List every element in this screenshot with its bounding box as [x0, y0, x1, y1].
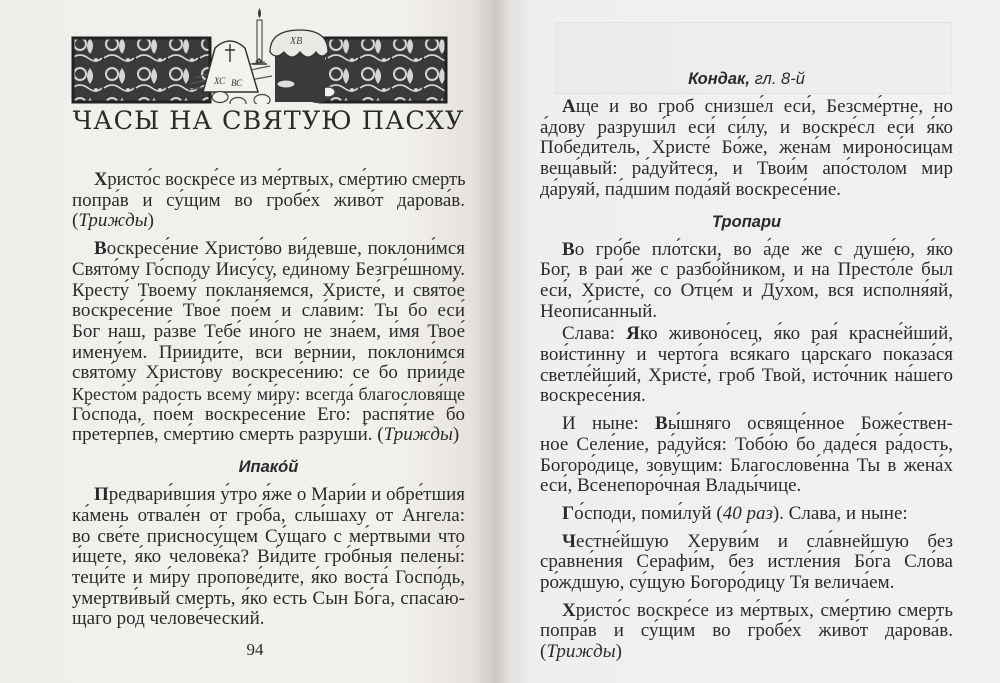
- text-segment: умертви́вый смерть, я́ко есть Сын Бо́га, спаса́ю-: [72, 587, 465, 609]
- text-segment: (: [540, 641, 547, 663]
- rubric-text: Трижды: [546, 641, 616, 663]
- rubric-text: 40 раз: [722, 502, 773, 524]
- text-line: [72, 589, 465, 610]
- text-segment: светле́йший, Христе́, гроб Твой, исто́чник на́шего: [540, 364, 953, 386]
- text-segment: Неопи́санный.: [540, 300, 658, 322]
- page-number: 94: [246, 640, 264, 659]
- text-line: [540, 180, 953, 201]
- text-line: [540, 414, 953, 435]
- paragraph: [72, 170, 465, 232]
- text-line: [540, 138, 953, 159]
- paragraph: [540, 97, 953, 201]
- left-ornament-panel: [73, 38, 210, 102]
- text-line: [72, 384, 465, 405]
- text-segment: свято́му Христо́ву воскресе́нию: се бо прии́де: [72, 362, 465, 384]
- text-line: [540, 456, 953, 477]
- easter-banner-illustration: [70, 4, 460, 104]
- text-segment: ристо́с воскре́се из ме́ртвых, сме́ртию смерть: [107, 170, 466, 190]
- left-page-text: [72, 163, 465, 630]
- kulich-letters: ХВ: [290, 36, 303, 47]
- text-segment: Слава:: [562, 323, 627, 345]
- text-line: [72, 609, 465, 630]
- text-line: [540, 532, 953, 553]
- text-line: [72, 405, 465, 426]
- text-segment: а́дову разруши́л еси́ си́лу, и воскре́сл еси́ я́ко: [540, 116, 953, 138]
- heading-title: Ипако́й: [238, 458, 299, 477]
- text-segment: о́споди, поми́луй (: [574, 502, 723, 524]
- paragraph: [72, 485, 465, 630]
- text-line: [540, 552, 953, 573]
- text-line: [72, 260, 465, 281]
- initial-letter: Х: [562, 599, 576, 621]
- text-segment: претерпе́в, сме́ртию смерть разруши́. (: [72, 424, 384, 446]
- paragraph: [540, 414, 953, 497]
- text-line: [540, 504, 953, 525]
- paskha-letters-bc: ВС: [231, 78, 243, 88]
- text-segment: оскресе́ние Христо́во ви́девше, поклони́мся: [106, 238, 465, 260]
- text-segment: сравне́ния Серафи́м, без истле́ния Бо́га Сло́ва: [540, 551, 953, 573]
- text-segment: ро́ждшую, су́щую Богоро́дицу Тя велича́ем.: [540, 572, 895, 594]
- paragraph: [540, 504, 953, 525]
- text-line: [540, 345, 953, 366]
- paragraph: [72, 239, 465, 446]
- initial-letter: А: [562, 96, 576, 117]
- paragraph: [540, 532, 953, 594]
- initial-letter: Ч: [562, 530, 576, 552]
- text-segment: ка́мень отвале́н от гро́ба, слы́шаху от Ангела:: [72, 504, 465, 526]
- text-line: [540, 260, 953, 281]
- text-segment: Бог, в раи́ же с разбо́йником, и на Престо́ле был: [540, 259, 953, 281]
- text-segment: о гро́бе пло́тски, во а́де же с душе́ю, я́ко: [574, 238, 953, 260]
- text-line: [72, 527, 465, 548]
- section-heading: [72, 456, 465, 478]
- text-segment: Бог наш, ра́зве Тебе́ ино́го не зна́ем, и́мя Твое́: [72, 320, 465, 342]
- text-segment: ): [615, 641, 622, 663]
- rubric-text: Трижды: [78, 210, 148, 232]
- initial-letter: В: [94, 238, 107, 260]
- text-segment: Кресту́ Твоему́ покланя́емся, Христе́, и свято́е: [72, 279, 465, 301]
- text-line: [72, 301, 465, 322]
- text-line: [540, 386, 953, 407]
- text-line: [72, 191, 465, 212]
- text-line: [540, 642, 953, 663]
- text-segment: вои́стинну и черто́га вся́каго ца́рскаго показа́ся: [540, 344, 953, 366]
- text-segment: еси́, Христе́, со Отце́м и Ду́хом, вся исполня́яй,: [540, 279, 953, 301]
- text-segment: Богоро́дице, зову́щим: Благослове́нна Ты в жена́х: [540, 454, 953, 476]
- rubric-text: Трижды: [383, 424, 453, 446]
- right-page: [495, 0, 1000, 683]
- text-segment: веща́вый: ра́дуйтеся, и Твои́м апо́столом мир: [540, 158, 953, 180]
- text-line: [540, 159, 953, 180]
- text-line: [540, 240, 953, 261]
- text-line: [72, 281, 465, 302]
- text-segment: Свято́му Го́споду Иису́су, еди́ному Безгре́шному.: [72, 258, 465, 280]
- text-segment: попра́в и су́щим во гробе́х живо́т дарова́в.: [540, 620, 953, 642]
- text-line: [540, 97, 953, 118]
- text-line: [540, 435, 953, 456]
- text-segment: ): [147, 210, 154, 232]
- text-segment: щаго род челове́ческий.: [72, 608, 265, 630]
- left-page: [0, 0, 495, 683]
- section-heading: [540, 68, 953, 90]
- text-line: [72, 211, 465, 232]
- paskha-letters-xc: ХС: [214, 76, 226, 86]
- text-line: [72, 506, 465, 527]
- initial-letter: Я: [626, 323, 640, 345]
- text-line: [540, 302, 953, 323]
- candle-icon: [252, 8, 267, 64]
- text-segment: воскресе́ния.: [540, 385, 646, 407]
- text-segment: ). Слава, и ныне:: [772, 502, 908, 524]
- text-line: [72, 363, 465, 384]
- text-segment: ): [452, 424, 460, 446]
- text-segment: да́руяй, па́дшим пода́яй воскресе́ние.: [540, 178, 842, 200]
- text-line: [540, 281, 953, 302]
- paragraph: [540, 240, 953, 323]
- text-line: [540, 621, 953, 642]
- text-line: [540, 324, 953, 345]
- paragraph: [540, 324, 953, 407]
- text-segment: и́щете, я́ко челове́ка? Ви́дите гро́бныя пелены́:: [72, 546, 465, 568]
- text-segment: ы́шняго освяще́нное Боже́ствен-: [667, 413, 953, 435]
- initial-letter: Г: [562, 502, 575, 524]
- paragraph: [540, 601, 953, 663]
- page-title: ЧАСЫ НА СВЯТУЮ ПАСХУ: [72, 106, 465, 136]
- text-segment: ще и во гроб снизше́л еси́, Безсме́ртне, но: [575, 96, 953, 117]
- text-segment: И ныне:: [562, 413, 656, 435]
- text-segment: во све́те присносу́щем Су́щаго с ме́ртвыми что: [72, 525, 465, 547]
- text-line: [72, 239, 465, 260]
- initial-letter: П: [94, 484, 109, 506]
- text-segment: ное Селе́ние, ра́дуйся: Тобо́ю бо даде́ся ра́дость,: [540, 433, 953, 455]
- section-heading: [540, 211, 953, 233]
- text-line: [540, 601, 953, 622]
- text-segment: попра́в и су́щим во гробе́х живо́т дарова́в.: [72, 189, 465, 211]
- text-segment: редвари́вшия у́тро я́же о Мари́и и обре́тшия: [108, 484, 465, 506]
- text-segment: Победи́тель, Христе́ Бо́же, жена́м мироно́сицам: [540, 137, 953, 159]
- text-segment: Го́спода, пое́м воскресе́ние Его́: распя́тие бо: [72, 403, 465, 425]
- text-segment: ристо́с воскре́се из ме́ртвых, сме́ртию смерть: [575, 599, 953, 621]
- right-ornament-panel: [320, 38, 446, 102]
- heading-title: Тропари: [711, 212, 782, 231]
- text-line: [72, 170, 465, 191]
- text-line: [72, 485, 465, 506]
- text-line: [72, 547, 465, 568]
- text-line: [72, 322, 465, 343]
- text-segment: еси́, Всенепоро́чная Влады́чице.: [540, 475, 802, 497]
- text-line: [540, 366, 953, 387]
- initial-letter: Х: [94, 170, 108, 190]
- text-line: [540, 118, 953, 139]
- heading-title: Кондак,: [688, 70, 751, 88]
- text-segment: воскресе́ние Твое́ пое́м и сла́вим: Ты бо еси́: [72, 300, 465, 322]
- kulich-icon: [270, 30, 328, 102]
- text-segment: ко живоно́сец, я́ко рая́ красне́йший,: [639, 323, 953, 345]
- text-line: [72, 425, 465, 446]
- initial-letter: В: [655, 413, 668, 435]
- text-line: [540, 573, 953, 594]
- right-page-text: [540, 58, 953, 663]
- heading-subtitle: гл. 8-й: [750, 70, 805, 88]
- text-segment: (: [72, 210, 79, 232]
- text-line: [72, 568, 465, 589]
- text-line: [72, 343, 465, 364]
- text-segment: теци́те и ми́ру пропове́дите, я́ко воста́ Госпо́дь,: [72, 566, 465, 588]
- text-segment: Кресто́м ра́дость всему́ ми́ру: всегда́ благословя́ще: [72, 384, 465, 405]
- text-segment: имену́ем. Прииди́те, вси ве́рнии, поклони́мся: [72, 341, 465, 363]
- initial-letter: В: [562, 238, 575, 260]
- text-line: [540, 476, 953, 497]
- text-segment: естне́йшую Херуви́м и сла́внейшую без: [575, 530, 953, 552]
